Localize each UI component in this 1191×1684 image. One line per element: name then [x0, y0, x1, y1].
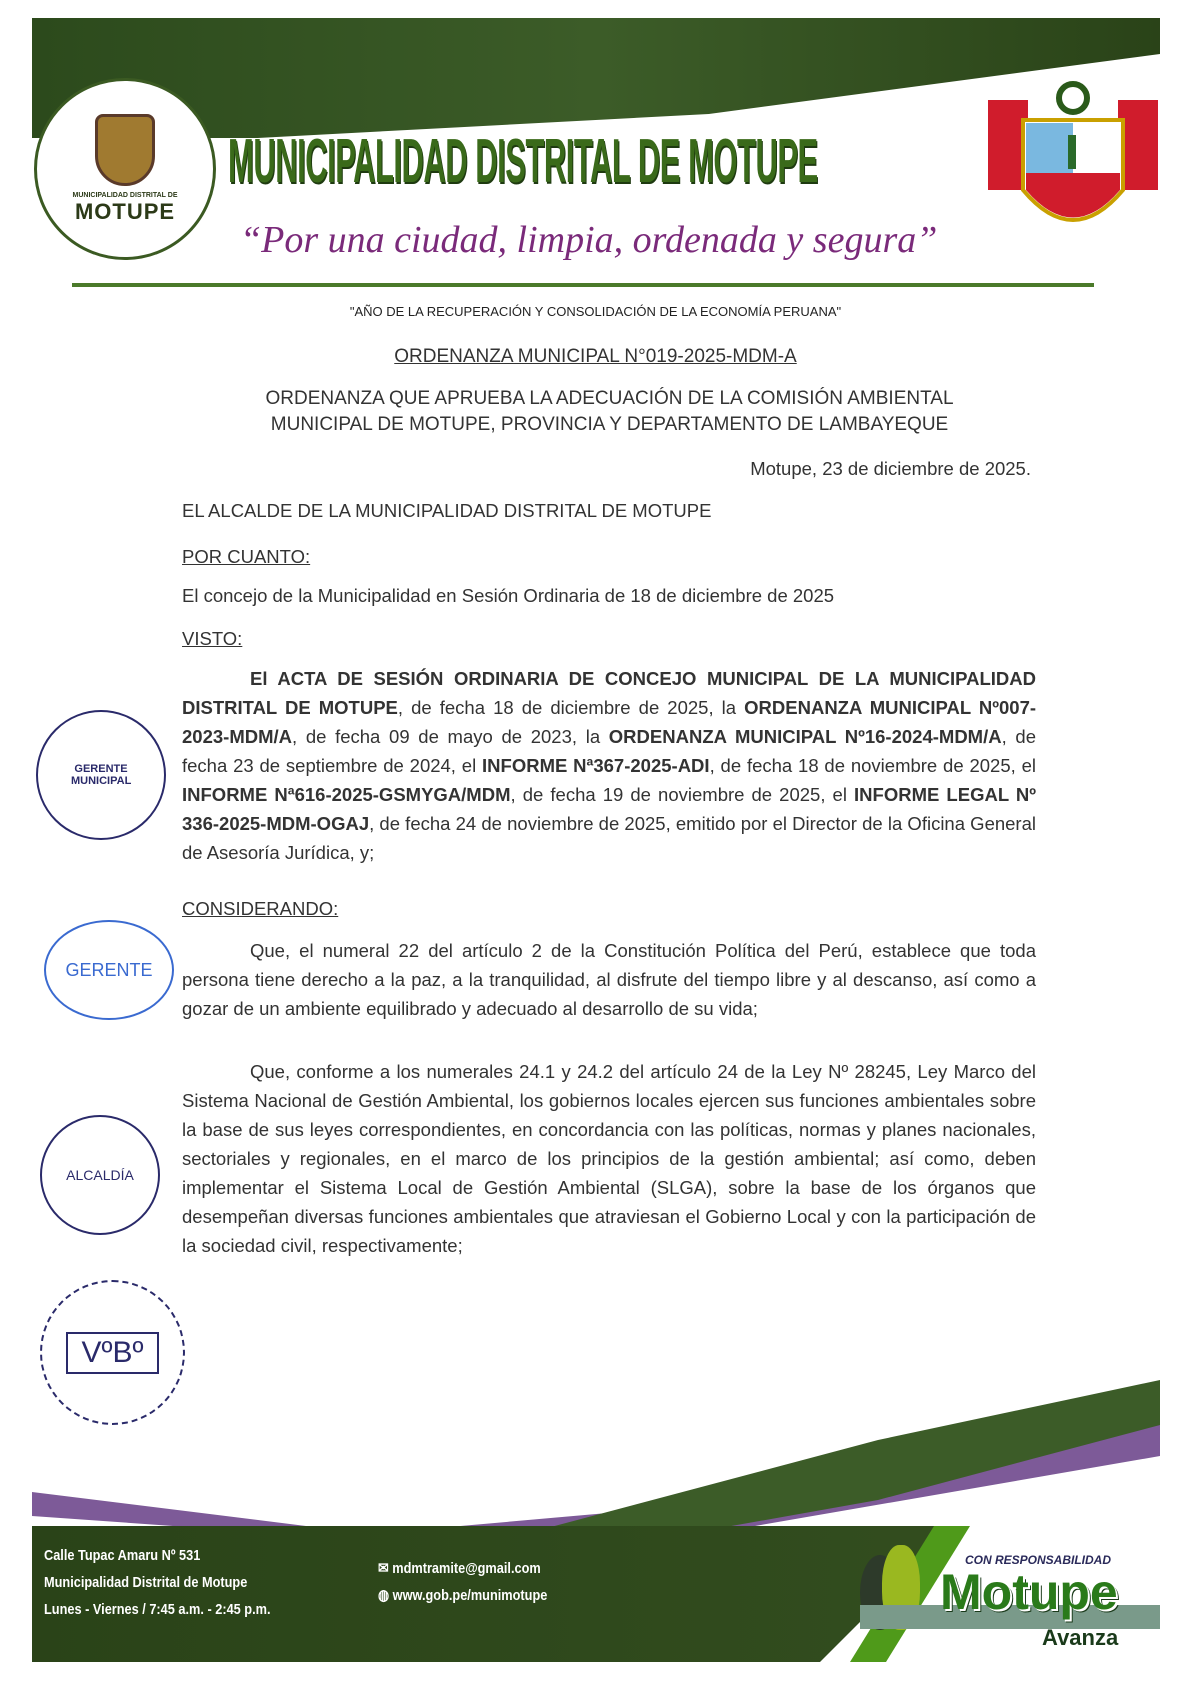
stamp-text: VºBº: [66, 1332, 160, 1374]
gerente-stamp: [44, 920, 174, 1020]
peru-coat-of-arms-icon: [988, 80, 1158, 250]
visto-text: , de fecha 18 de noviembre de 2025, el: [709, 755, 1036, 776]
por-cuanto-text: El concejo de la Municipalidad en Sesión Ordinaria de 18 de diciembre de 2025: [182, 585, 835, 606]
ordinance-number: ORDENANZA MUNICIPAL N°019-2025-MDM-A: [394, 346, 797, 367]
visto-paragraph: [182, 664, 1036, 867]
visto-text: , de fecha 24 de noviembre de 2025, emitido por el Director de la Oficina General de Asesoría Jurídica, y;: [182, 813, 1036, 863]
considerando-heading: CONSIDERANDO:: [182, 898, 339, 919]
por-cuanto-heading: POR CUANTO:: [182, 546, 311, 567]
motupe-avanza-logo: [860, 1545, 1160, 1650]
page-title: MUNICIPALIDAD DISTRITAL DE MOTUPE: [228, 127, 818, 196]
visto-text: , de fecha 18 de diciembre de 2025, la: [397, 697, 745, 718]
mayor-heading: EL ALCALDE DE LA MUNICIPALIDAD DISTRITAL DE MOTUPE: [182, 500, 712, 521]
visto-text: , de fecha 23 de septiembre de 2024, el: [182, 726, 1036, 776]
brand-bottom-text: Avanza: [1042, 1625, 1119, 1650]
visto-ref: ORDENANZA MUNICIPAL Nº007-2023-MDM/A: [182, 697, 1037, 747]
globe-icon: ◍: [378, 1587, 393, 1604]
mail-icon: ✉: [378, 1560, 393, 1577]
gerente-municipal-stamp: [36, 710, 166, 840]
subject-line-1: ORDENANZA QUE APRUEBA LA ADECUACIÓN DE LA COMISIÓN AMBIENTAL: [265, 388, 954, 409]
slogan: “Por una ciudad, limpia, ordenada y segura”: [240, 219, 938, 261]
visto-text: , de fecha 09 de mayo de 2023, la: [292, 726, 609, 747]
alcaldia-stamp: [40, 1115, 160, 1235]
visto-heading: VISTO:: [182, 628, 243, 649]
considerando-paragraph: Que, conforme a los numerales 24.1 y 24.2 del artículo 24 de la Ley Nº 28245, Ley Marco del Sistema Nacional de Gestión Ambiental, los gobiernos locales ejercen sus funciones ambientales sobre la base de sus leyes correspondientes, en concordancia con las políticas, normas y planes nacionales, sectoriales y regionales, en el marco de los principios de la gestión ambiental; así como, deben implementar el Sistema Local de Gestión Ambiental (SLGA), sobre la base de los órganos que desempeñan diversas funciones ambientales que atraviesan el Gobierno Local y con la participación de la sociedad civil, respectivamente;: [182, 1061, 1036, 1256]
brand-top-text: CON RESPONSABILIDAD: [965, 1553, 1112, 1567]
logo-big-text: MOTUPE: [74, 198, 176, 224]
stamp-text: ALCALDÍA: [66, 1167, 134, 1183]
visto-ref: El ACTA DE SESIÓN ORDINARIA DE CONCEJO MUNICIPAL DE LA MUNICIPALIDAD DISTRITAL DE MOTUPE: [182, 668, 1036, 718]
logo-small-text: MUNICIPALIDAD DISTRITAL DE: [72, 191, 178, 199]
footer-address: Calle Tupac Amaru Nº 531: [44, 1547, 201, 1564]
municipality-logo: [34, 78, 216, 260]
footer-online: [378, 1555, 577, 1609]
footer-website[interactable]: www.gob.pe/munimotupe: [392, 1587, 548, 1604]
footer-email[interactable]: mdmtramite@gmail.com: [392, 1560, 541, 1577]
visto-ref: INFORME LEGAL Nº 336-2025-MDM-OGAJ: [182, 784, 1036, 834]
stamp-text: GERENTE: [65, 959, 153, 980]
visto-ref: INFORME Nª616-2025-GSMYGA/MDM: [182, 784, 511, 805]
brand-main-text: Motupe: [940, 1564, 1118, 1620]
crest-icon: [95, 114, 155, 186]
visto-text: , de fecha 19 de noviembre de 2025, el: [510, 784, 855, 805]
visto-ref: INFORME Nª367-2025-ADI: [482, 755, 710, 776]
considerando-paragraph: Que, el numeral 22 del artículo 2 de la Constitución Política del Perú, establece que toda persona tiene derecho a la paz, a la tranquilidad, al disfrute del tiempo libre y al descanso, así como a gozar de un ambiente equilibrado y adecuado al desarrollo de su vida;: [182, 940, 1036, 1019]
footer-hours: Lunes - Viernes / 7:45 a.m. - 2:45 p.m.: [44, 1601, 271, 1618]
footer-contact: [44, 1542, 311, 1623]
stamp-text: GERENTE MUNICIPAL: [71, 763, 132, 787]
year-motto: "AÑO DE LA RECUPERACIÓN Y CONSOLIDACIÓN DE LA ECONOMÍA PERUANA": [349, 304, 842, 319]
document-date: Motupe, 23 de diciembre de 2025.: [750, 458, 1031, 479]
footer-facebook: Municipalidad Distrital de Motupe: [44, 1574, 248, 1591]
subject-line-2: MUNICIPAL DE MOTUPE, PROVINCIA Y DEPARTAMENTO DE LAMBAYEQUE: [270, 414, 949, 435]
visto-bueno-stamp: [40, 1280, 185, 1425]
header-divider: [72, 283, 1094, 287]
visto-ref: ORDENANZA MUNICIPAL Nº16-2024-MDM/A: [608, 726, 1002, 747]
footer-green-wave: [32, 1380, 1160, 1530]
